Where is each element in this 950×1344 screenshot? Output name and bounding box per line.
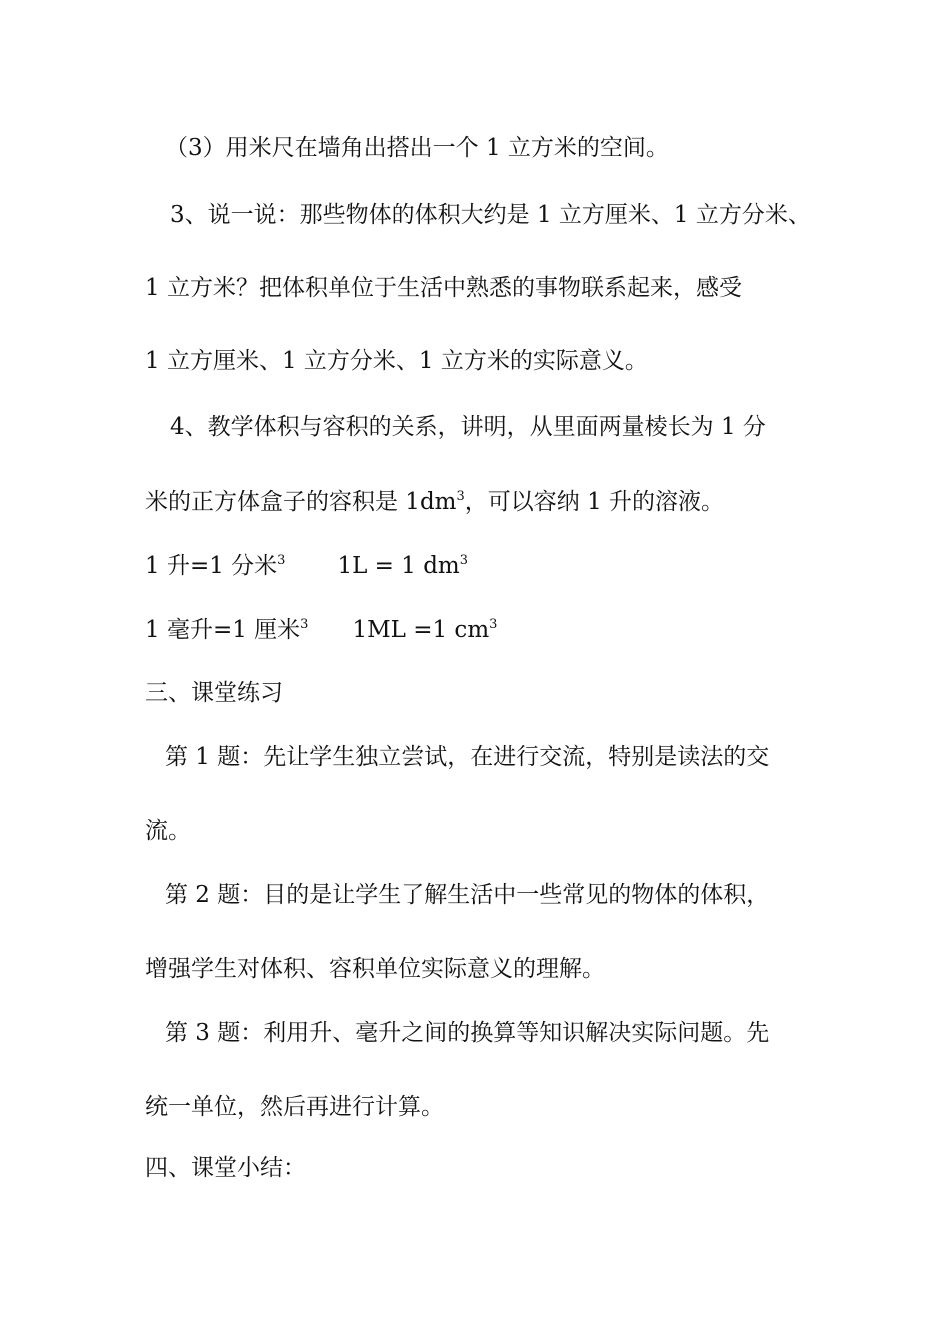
formula-liter	[145, 551, 468, 581]
superscript: 3	[459, 553, 469, 568]
superscript: 3	[300, 617, 309, 632]
exercise-2-line-2: 增强学生对体积、容积单位实际意义的理解。	[145, 956, 605, 982]
section-3-heading: 三、课堂练习	[145, 680, 283, 706]
section-4-heading: 四、课堂小结：	[145, 1155, 306, 1181]
formula-milliliter-right: 1ML =1 cm	[352, 617, 490, 643]
item-3-line-3: 1 立方厘米、1 立方分米、1 立方米的实际意义。	[145, 348, 648, 374]
step-3-text: （3）用米尺在墙角出搭出一个 1 立方米的空间。	[165, 135, 669, 161]
superscript: 3	[489, 617, 498, 632]
exercise-3-line-2: 统一单位，然后再进行计算。	[145, 1094, 444, 1120]
item-3-line-1: 3、说一说：那些物体的体积大约是 1 立方厘米、1 立方分米、	[170, 202, 811, 228]
exercise-2-line-1: 第 2 题：目的是让学生了解生活中一些常见的物体的体积，	[165, 882, 770, 908]
exercise-1-line-1: 第 1 题：先让学生独立尝试，在进行交流，特别是读法的交	[165, 744, 770, 770]
formula-milliliter	[145, 615, 497, 645]
superscript: 3	[456, 489, 465, 504]
exercise-1-line-2: 流。	[145, 818, 191, 844]
formula-milliliter-left: 1 毫升=1 厘米	[145, 617, 301, 643]
formula-liter-left: 1 升=1 分米	[145, 553, 278, 579]
superscript: 3	[277, 553, 286, 568]
exercise-3-line-1: 第 3 题：利用升、毫升之间的换算等知识解决实际问题。先	[165, 1020, 770, 1046]
formula-liter-right: 1L = 1 dm	[337, 553, 460, 579]
item-3-line-2: 1 立方米？把体积单位于生活中熟悉的事物联系起来，感受	[145, 275, 742, 301]
item-4-line-2	[145, 487, 724, 517]
item-4-line-2-tail: ，可以容纳 1 升的溶液。	[464, 489, 725, 515]
item-4-line-1: 4、教学体积与容积的关系，讲明，从里面两量棱长为 1 分	[170, 414, 766, 440]
item-4-line-2-text: 米的正方体盒子的容积是 1dm	[145, 489, 457, 515]
